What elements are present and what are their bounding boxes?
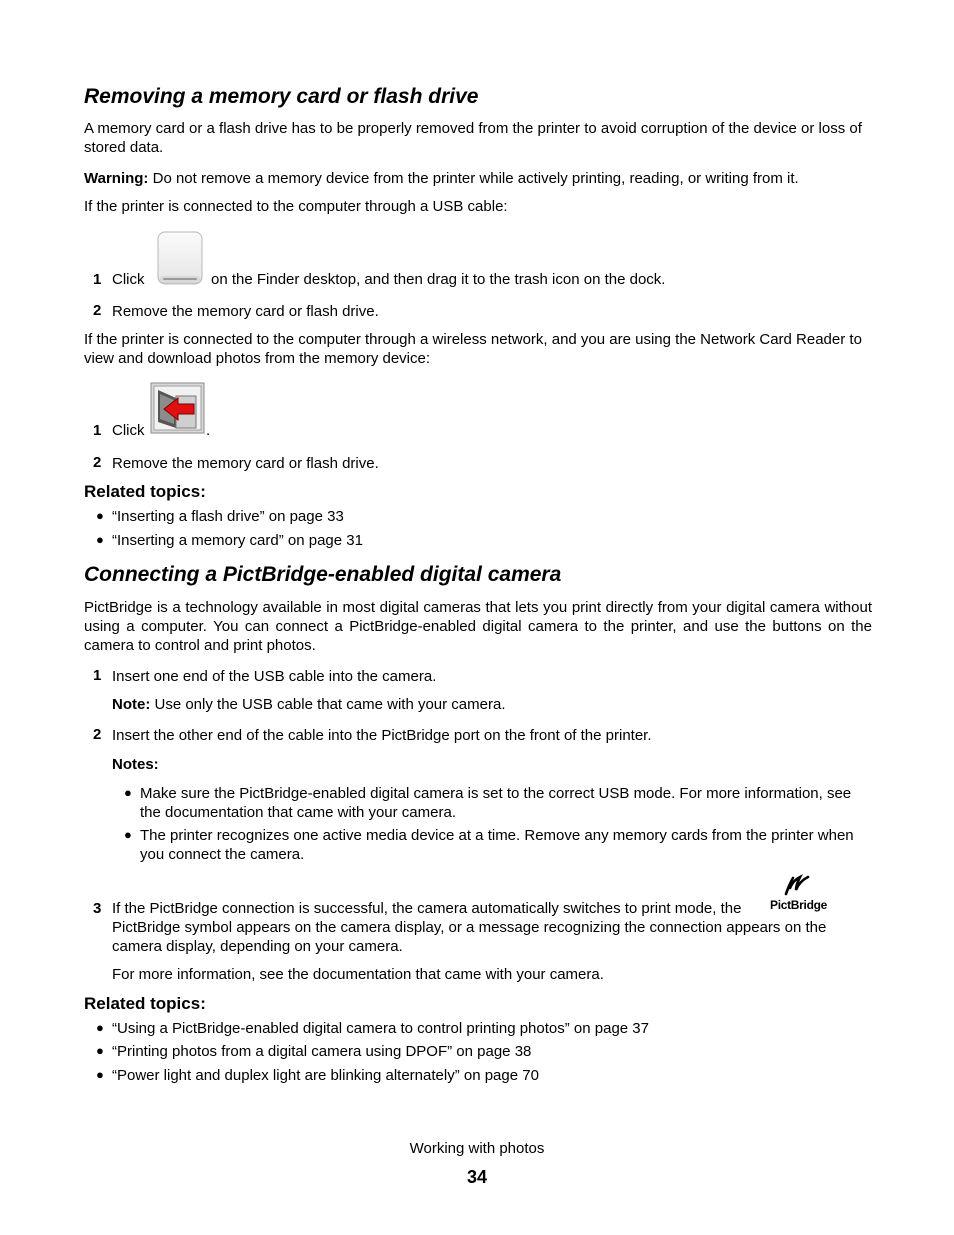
bullet-icon: ● [96,508,104,523]
note-item: The printer recognizes one active media device at a time. Remove any memory cards from the printer when you connect the camera. [140,827,854,863]
step-number: 1 [93,667,102,684]
related-topics-heading: Related topics: [84,482,206,501]
step-text-after: on the Finder desktop, and then drag it to the trash icon on the dock. [211,271,666,288]
note-item: Make sure the PictBridge-enabled digital camera is set to the correct USB mode. For more information, see the documentation that came with your camera. [140,785,852,821]
wireless-intro: If the printer is connected to the computer through a wireless network, and you are using the Network Card Reader to view and download photos from the memory device: [84,331,862,367]
step-number: 2 [93,726,102,743]
removable-drive-icon [155,230,205,288]
bullet-icon: ● [96,532,104,547]
bullet-icon: ● [96,1020,104,1035]
bullet-icon: ● [124,785,132,800]
step-text: Insert one end of the USB cable into the camera. [112,668,437,685]
bullet-icon: ● [96,1043,104,1058]
step-text: Remove the memory card or flash drive. [112,303,379,320]
related-link[interactable]: “Inserting a flash drive” on page 33 [112,508,344,525]
related-link[interactable]: “Inserting a memory card” on page 31 [112,532,363,549]
step-text: Remove the memory card or flash drive. [112,455,379,472]
eject-card-reader-icon [150,382,206,436]
bullet-icon: ● [96,1067,104,1082]
footer-chapter: Working with photos [409,1140,545,1157]
pictbridge-logo-text: PictBridge [770,898,828,912]
step-text: Insert the other end of the cable into the PictBridge port on the front of the printer. [112,727,652,744]
step-number: 3 [93,900,102,917]
note-text: Use only the USB cable that came with your camera. [150,696,506,713]
step-number: 1 [93,271,102,288]
page-number: 34 [466,1167,488,1187]
related-link[interactable]: “Using a PictBridge-enabled digital camera to control printing photos” on page 37 [112,1020,649,1037]
usb-intro: If the printer is connected to the computer through a USB cable: [84,198,508,215]
section-title: Removing a memory card or flash drive [84,85,479,108]
pictbridge-logo [768,874,830,918]
related-topics-heading: Related topics: [84,994,206,1013]
note-paragraph [112,695,872,714]
step-number: 2 [93,302,102,319]
step-number: 1 [93,422,102,439]
warning-paragraph [84,169,874,188]
warning-text: Do not remove a memory device from the printer while actively printing, reading, or writing from it. [148,170,799,187]
step-text-before: Click [112,271,145,288]
step-more-info: For more information, see the documentation that came with your camera. [112,966,604,983]
warning-label: Warning: [84,170,149,187]
related-link[interactable]: “Power light and duplex light are blinking alternately” on page 70 [112,1067,539,1084]
step-text-after: PictBridge symbol appears on the camera display, or a message recognizing the connection appears on the camera display, depending on your camera. [112,919,827,955]
step-number: 2 [93,454,102,471]
note-label: Note: [112,696,151,713]
step-text-before: Click [112,422,145,439]
section-title: Connecting a PictBridge-enabled digital camera [84,563,562,586]
bullet-icon: ● [124,827,132,842]
notes-label: Notes: [112,756,159,773]
step-text-before: If the PictBridge connection is successful, the camera automatically switches to print mode, the [112,900,742,917]
intro-paragraph: PictBridge is a technology available in most digital cameras that lets you print directly from your digital camera without using a computer. You can connect a PictBridge-enabled digital camera to the printer, and use the buttons on the camera to control and print photos. [84,599,872,654]
related-link[interactable]: “Printing photos from a digital camera using DPOF” on page 38 [112,1043,532,1060]
step-text-after: . [206,422,211,439]
intro-paragraph: A memory card or a flash drive has to be properly removed from the printer to avoid corruption of the device or loss of stored data. [84,120,862,156]
